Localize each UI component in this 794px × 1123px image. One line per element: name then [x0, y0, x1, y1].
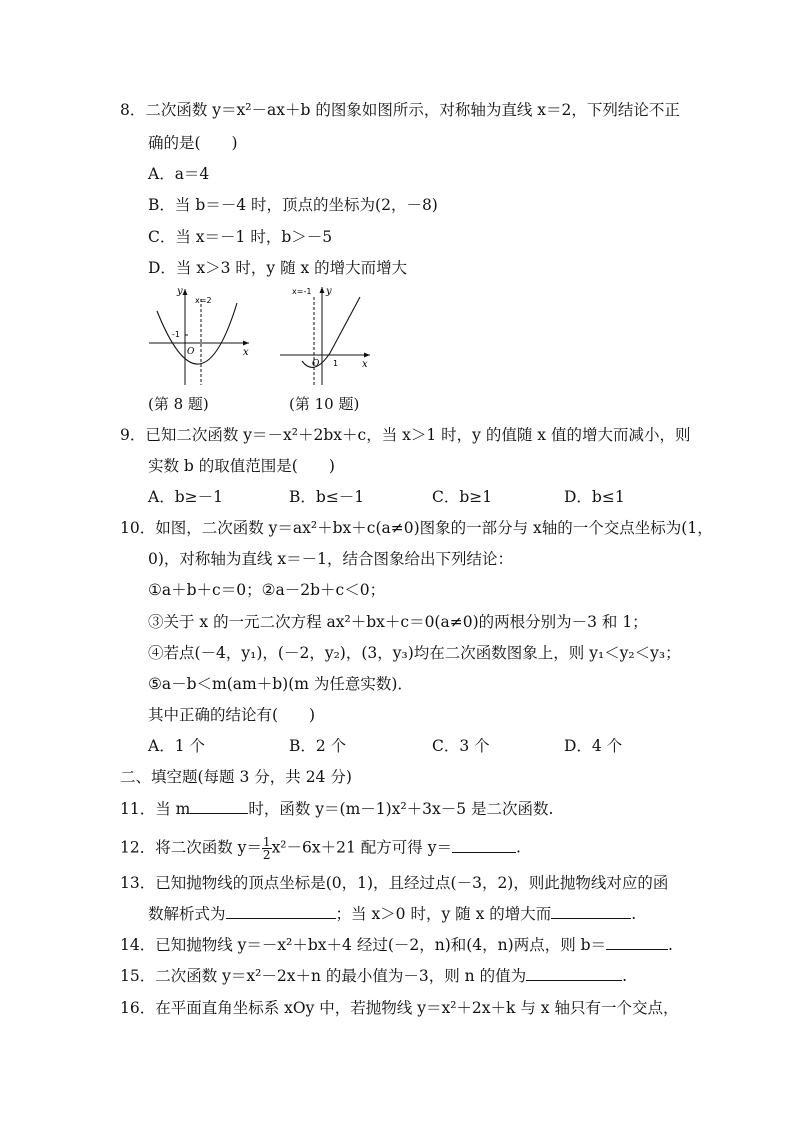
q14-answer-blank[interactable]	[606, 935, 668, 950]
fig10-tick-label: 1	[333, 359, 339, 368]
q8-option-d: D．当 x＞3 时，y 随 x 的增大而增大	[148, 259, 408, 277]
q8-stem-line1: 8．二次函数 y＝x²－ax＋b 的图象如图所示，对称轴为直线 x＝2，下列结论不正	[120, 101, 680, 119]
fig10-y-label: y	[326, 286, 332, 297]
q15-text-a: 15．二次函数 y＝x²－2x＋n 的最小值为－3，则 n 的值为	[120, 967, 527, 985]
q11-text-a: 11．当 m	[120, 800, 191, 818]
figure-q10-parabola	[278, 283, 378, 387]
q14-line	[120, 935, 673, 955]
q12-line	[120, 836, 521, 861]
fig8-axis-label: x=2	[195, 296, 212, 305]
q10-conclusion-4: ④若点(－4，y₁)，(－2，y₂)，(3，y₃)均在二次函数图象上，则 y₁＜y₂＜y₃；	[148, 644, 681, 662]
q12-text-b: x²－6x＋21 配方可得 y＝	[271, 838, 452, 857]
q9-option-c: C．b≥1	[432, 488, 493, 506]
q13-text-a: 数解析式为	[148, 905, 226, 923]
q10-option-b: B．2 个	[289, 737, 347, 755]
fig10-axis-label: x=-1	[292, 287, 312, 296]
fig8-x-label: x	[243, 347, 249, 358]
q8-option-b: B．当 b＝－4 时，顶点的坐标为(2，－8)	[148, 196, 438, 214]
q15-text-c: .	[622, 967, 628, 985]
fig8-y-label: y	[177, 286, 183, 297]
q15-line	[120, 966, 627, 986]
q12-fraction	[262, 836, 272, 861]
q9-option-b: B．b≤－1	[289, 488, 365, 506]
fig10-origin-label: O	[312, 359, 320, 369]
q9-option-a: A．b≥－1	[148, 488, 223, 506]
q13-text-c: .	[631, 905, 637, 923]
q10-option-a: A．1 个	[148, 737, 205, 755]
q12-fraction-numerator: 1	[262, 835, 271, 849]
section-2-title: 二、填空题(每题 3 分，共 24 分)	[120, 768, 352, 786]
q10-stem-line1: 10．如图，二次函数 y＝ax²＋bx＋c(a≠0)图象的一部分与 x轴的一个交点坐标为(1，	[120, 519, 713, 537]
fig8-origin-label: O	[187, 347, 195, 357]
q14-text-c: .	[668, 936, 673, 954]
q11-line	[120, 799, 553, 819]
q8-stem-line2: 确的是( )	[148, 134, 238, 152]
q9-stem-line1: 9．已知二次函数 y＝－x²＋2bx＋c，当 x＞1 时，y 的值随 x 值的增大而减小，则	[120, 426, 691, 444]
q12-text-a: 12．将二次函数 y＝	[120, 838, 262, 857]
q8-option-c: C．当 x＝－1 时，b＞－5	[148, 228, 333, 246]
q10-option-d: D．4 个	[564, 737, 623, 755]
q12-answer-blank[interactable]	[452, 838, 516, 853]
figure-q8-caption: (第 8 题)	[148, 395, 209, 413]
q12-fraction-denominator: 2	[262, 848, 271, 862]
q11-text-b: 时，函数 y＝(m－1)x²＋3x－5 是二次函数.	[248, 800, 554, 818]
q12-text-c: .	[515, 838, 521, 857]
q13-text-b: ；当 x＞0 时，y 随 x 的增大而	[335, 905, 552, 923]
q11-answer-blank[interactable]	[190, 799, 248, 814]
q15-answer-blank[interactable]	[526, 966, 622, 981]
figure-q8-parabola	[145, 285, 257, 387]
figure-q10-caption: (第 10 题)	[289, 395, 360, 413]
q13-line1: 13．已知抛物线的顶点坐标是(0，1)，且经过点(－3，2)，则此抛物线对应的函	[120, 874, 669, 892]
q10-option-c: C．3 个	[432, 737, 490, 755]
q14-text-a: 14．已知抛物线 y＝－x²＋bx＋4 经过(－2，n)和(4，n)两点，则 b＝	[120, 936, 607, 954]
q13-answer-blank-1[interactable]	[226, 904, 336, 919]
q8-option-a: A．a＝4	[148, 165, 210, 183]
q16-line1: 16．在平面直角坐标系 xOy 中，若抛物线 y＝x²＋2x＋k 与 x 轴只有一个交点，	[120, 999, 679, 1017]
q13-answer-blank-2[interactable]	[551, 904, 631, 919]
q10-conclusion-1-2: ①a＋b＋c＝0；②a－2b＋c＜0；	[148, 581, 386, 599]
q10-conclusion-3: ③关于 x 的一元二次方程 ax²＋bx＋c＝0(a≠0)的两根分别为－3 和 1；	[148, 613, 648, 631]
q13-line2	[148, 904, 636, 924]
fig10-x-label: x	[362, 359, 368, 370]
fig8-tick-label: -1	[172, 330, 180, 339]
q10-conclusion-5: ⑤a－b＜m(am＋b)(m 为任意实数)．	[148, 675, 413, 693]
q9-option-d: D．b≤1	[564, 488, 625, 506]
q10-ask: 其中正确的结论有( )	[148, 706, 316, 724]
q9-stem-line2: 实数 b 的取值范围是( )	[148, 457, 335, 475]
q10-stem-line2: 0)，对称轴为直线 x＝－1，结合图象给出下列结论：	[148, 550, 513, 568]
